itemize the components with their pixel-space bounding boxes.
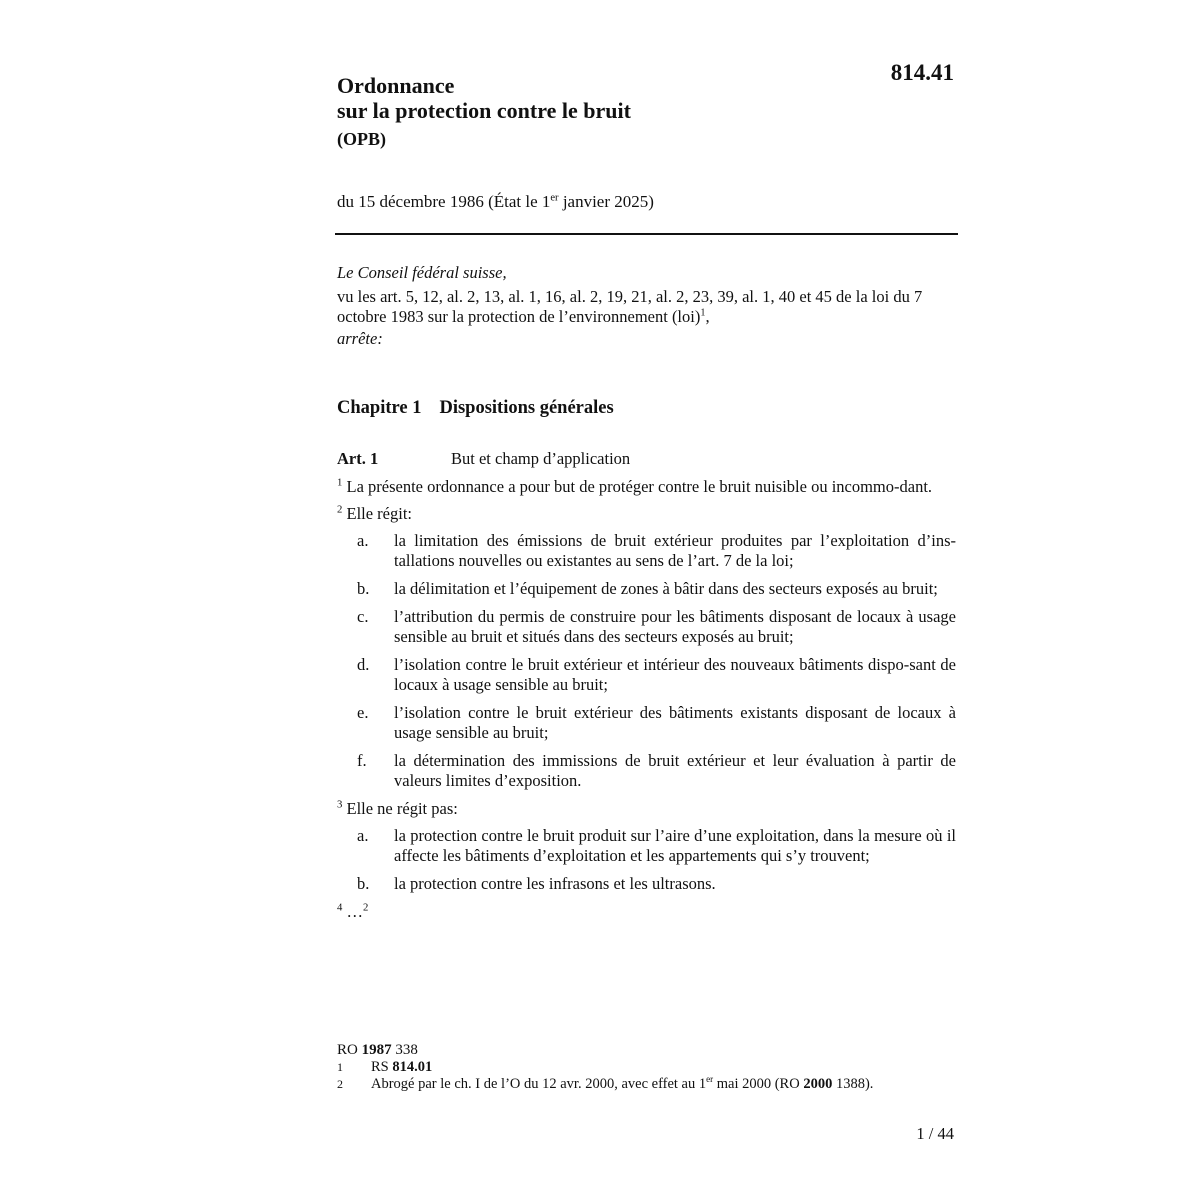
footnote-prefix: RS — [371, 1059, 393, 1075]
list-item — [337, 703, 956, 743]
preamble-basis-end: , — [705, 307, 710, 326]
paragraph-4 — [337, 902, 956, 922]
paragraph-text: La présente ordonnance a pour but de protéger contre le bruit nuisible ou incommo-dant. — [342, 477, 933, 496]
footnote-superscript: er — [706, 1074, 714, 1085]
list-item — [337, 874, 956, 894]
page-number: 1 / 44 — [916, 1124, 954, 1143]
list-item-letter: a. — [357, 531, 369, 550]
footnote-end: 1388). — [832, 1076, 874, 1092]
date-superscript: er — [550, 192, 559, 204]
list-item-letter: d. — [357, 655, 370, 674]
list-item-text: l’isolation contre le bruit extérieur des bâtiments existants disposant de locaux à usage sensible au bruit; — [394, 703, 956, 742]
title-line-2: sur la protection contre le bruit — [337, 98, 631, 123]
footnote-year: 2000 — [803, 1076, 833, 1092]
paragraph-number: 4 — [337, 901, 343, 914]
article-heading — [337, 449, 957, 469]
footnote-text — [371, 1059, 432, 1076]
list-item-text: la détermination des immissions de bruit extérieur et leur évaluation à partir de valeurs limites d’exposition. — [394, 751, 956, 790]
list-item-letter: c. — [357, 607, 369, 626]
preamble-basis — [337, 287, 957, 327]
footnote-1 — [337, 1059, 957, 1076]
rs-number: 814.41 — [890, 60, 954, 85]
footnote-text — [371, 1076, 873, 1093]
list-item — [337, 607, 956, 647]
footnote-ref-2[interactable]: 2 — [362, 901, 369, 914]
list-item — [337, 751, 956, 791]
header-divider — [335, 233, 958, 235]
date-suffix: janvier 2025) — [558, 192, 654, 211]
chapter-title: Dispositions générales — [439, 398, 614, 418]
page-footer — [337, 1042, 957, 1093]
list-item-letter: b. — [357, 874, 370, 893]
title-abbreviation: (OPB) — [337, 129, 386, 149]
chapter-number: Chapitre 1 — [337, 398, 422, 418]
list-item-text: l’attribution du permis de construire pour les bâtiments disposant de locaux à usage sensible au bruit et situés dans des secteurs exposés au bruit; — [394, 607, 956, 646]
paragraph-3-list — [337, 826, 956, 894]
footnote-2 — [337, 1076, 957, 1093]
footnote-mark: 2 — [337, 1077, 343, 1091]
footnote-ref-link[interactable]: 814.01 — [392, 1059, 433, 1075]
footnote-mid: mai 2000 (RO — [713, 1076, 804, 1092]
preamble — [337, 263, 957, 353]
ro-prefix: RO — [337, 1042, 362, 1058]
list-item — [337, 579, 956, 599]
ro-year: 1987 — [361, 1042, 392, 1058]
list-item-text: la délimitation et l’équipement de zones à bâtir dans des secteurs exposés au bruit; — [394, 579, 938, 598]
ro-reference — [337, 1042, 957, 1059]
list-item — [337, 826, 956, 866]
list-item-letter: e. — [357, 703, 369, 722]
list-item-text: la protection contre les infrasons et les ultrasons. — [394, 874, 716, 893]
footnote-mark: 1 — [337, 1060, 343, 1074]
title-line-1: Ordonnance — [337, 73, 455, 98]
document-title — [337, 73, 631, 152]
footnote-prefix: Abrogé par le ch. I de l’O du 12 avr. 2000, avec effet au 1 — [371, 1076, 707, 1092]
preamble-authority: Le Conseil fédéral suisse, — [337, 263, 507, 282]
list-item — [337, 531, 956, 571]
preamble-basis-text: vu les art. 5, 12, al. 2, 13, al. 1, 16, al. 2, 19, 21, al. 2, 23, 39, al. 1, 40 et 45 de la loi du 7 octobre 1983 sur la protection de l’environnement (loi) — [337, 287, 923, 326]
list-item-letter: b. — [357, 579, 370, 598]
list-item-text: l’isolation contre le bruit extérieur et intérieur des nouveaux bâtiments dispo-sant de locaux à usage sensible au bruit; — [394, 655, 956, 694]
paragraph-3 — [337, 799, 956, 819]
paragraph-number: 2 — [337, 503, 343, 516]
list-item — [337, 655, 956, 695]
paragraph-2-list — [337, 531, 956, 791]
paragraph-text: Elle ne régit pas: — [342, 799, 458, 818]
article-title: But et champ d’application — [451, 449, 631, 468]
paragraph-number: 1 — [337, 476, 343, 489]
list-item-text: la limitation des émissions de bruit extérieur produites par l’exploitation d’ins-tallations nouvelles ou existantes au sens de l’art. 7 de la loi; — [394, 531, 956, 570]
paragraph-2 — [337, 504, 956, 524]
paragraph-text: Elle régit: — [342, 504, 413, 523]
preamble-decree: arrête: — [337, 329, 383, 348]
chapter-heading — [337, 398, 614, 419]
footnote-ref-1[interactable]: 1 — [700, 307, 706, 319]
paragraph-number: 3 — [337, 798, 343, 811]
article-body — [337, 477, 956, 929]
list-item-letter: a. — [357, 826, 369, 845]
list-item-text: la protection contre le bruit produit sur l’aire d’une exploitation, dans la mesure où il affecte les bâtiments d’exploitation et les appartements qui s’y trouvent; — [394, 826, 956, 865]
article-number: Art. 1 — [337, 449, 379, 468]
paragraph-text: … — [342, 902, 363, 921]
paragraph-1 — [337, 477, 956, 497]
date-prefix: du 15 décembre 1986 (État le 1 — [337, 192, 551, 211]
ro-page: 338 — [391, 1042, 418, 1058]
list-item-letter: f. — [357, 751, 367, 770]
document-date — [337, 192, 654, 212]
